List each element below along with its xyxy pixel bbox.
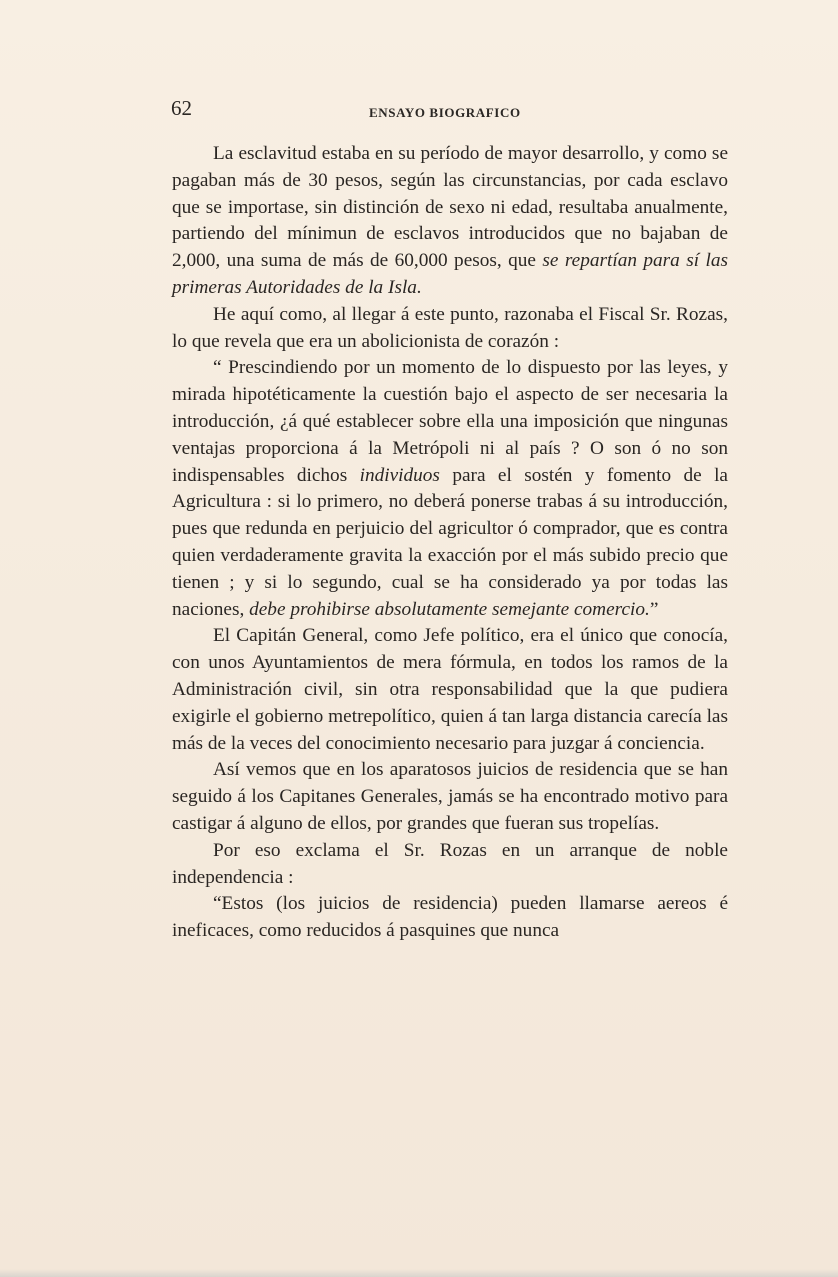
page-bottom-edge [0, 1269, 838, 1277]
paragraph-7: “Estos (los juicios de residencia) pueden llamarse aereos é ineficaces, como reducidos á pasquines que nunca [172, 893, 728, 942]
quote-italic-1: individuos [359, 464, 440, 486]
quote-part-3: ” [649, 598, 659, 620]
quote-part-2: para el sostén y fomento de la Agricultura : si lo primero, no deberá ponerse trabas á su introducción, pues que redunda en perjuicio del agricultor ó comprador, que es contra quien verdaderamente gravita la exacción por el más subido precio que tienen ; y si lo segundo, cual se ha considerado ya por todas las naciones, [172, 464, 728, 620]
paragraph-5: Así vemos que en los aparatosos juicios de residencia que se han seguido á los Capitanes Generales, jamás se ha encontrado motivo para castigar á alguno de ellos, por grandes que fueran sus tropelías. [172, 759, 728, 834]
paragraph-6: Por eso exclama el Sr. Rozas en un arranque de noble independencia : [172, 839, 728, 888]
page-number: 62 [171, 96, 192, 120]
quote-italic-2: debe prohibirse absolutamente semejante comercio. [249, 598, 650, 620]
quote-paragraph [172, 355, 728, 623]
paragraph-4: El Capitán General, como Jefe político, era el único que conocía, con unos Ayuntamientos de mera fórmula, en todos los ramos de la Administración civil, sin otra responsabilidad que la que pudiera exigirle el gobierno metrepolítico, quien á tan larga distancia carecía las más de la veces del conocimiento necesario para juzgar á conciencia. [172, 625, 728, 754]
paragraph-1 [172, 141, 728, 302]
body-text [172, 141, 728, 945]
paragraph-2: He aquí como, al llegar á este punto, razonaba el Fiscal Sr. Rozas, lo que revela que era un abolicionista de corazón : [172, 303, 728, 352]
running-title: ENSAYO BIOGRAFICO [369, 105, 521, 120]
paragraph-1-text: La esclavitud estaba en su período de mayor desarrollo, y como se pagaban más de 30 pesos, según las circunstancias, por cada esclavo que se importase, sin distinción de sexo ni edad, resultaba anualmente, partiendo del mínimun de esclavos introducidos que no bajaban de 2,000, una suma de más de 60,000 pesos, que [172, 143, 728, 272]
paragraph-1-italic: se repartían para sí las primeras Autoridades de la Isla. [172, 250, 728, 298]
quote-part-1: “ Prescindiendo por un momento de lo dispuesto por las leyes, y mirada hipotéticamente la cuestión bajo el aspecto de ser necesaria la introducción, ¿á qué establecer sobre ella una imposición que ningunas ventajas proporciona á la Metrópoli ni al país ? O son ó no son indispensables dichos [172, 357, 728, 486]
